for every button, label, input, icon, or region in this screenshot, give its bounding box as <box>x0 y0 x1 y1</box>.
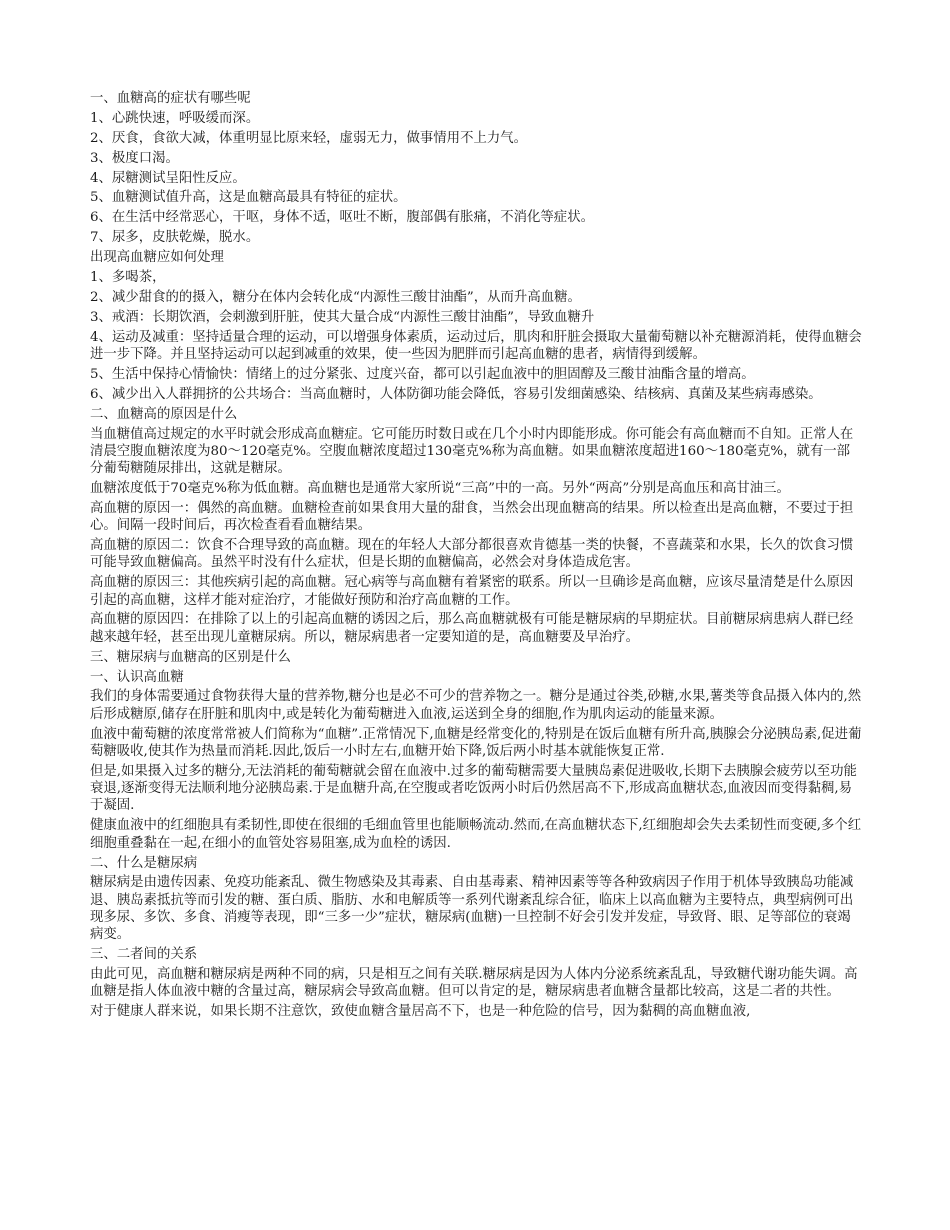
body-paragraph: 血糖浓度低于70毫克%称为低血糖。高血糖也是通常大家所说“三高”中的一高。另外“两高”分别是高血压和高甘油三。 <box>90 481 790 497</box>
body-paragraph: 对于健康人群来说，如果长期不注意饮，致使血糖含量居高不下，也是一种危险的信号，因为黏稠的高血糖血液, <box>90 1004 751 1020</box>
cause-paragraph: 高血糖的原因二：饮食不合理导致的高血糖。现在的年轻人大部分都很喜欢肯德基一类的快餐，不喜蔬菜和水果，长久的饮食习惯可能导致血糖偏高。虽然平时没有什么症状，但是长期的血糖偏高，必然会对身体造成危害。 <box>90 538 854 571</box>
heading-symptoms: 一、血糖高的症状有哪些呢 <box>90 91 251 106</box>
heading-treatment: 出现高血糖应如何处理 <box>90 250 224 266</box>
cause-paragraph: 高血糖的原因四：在排除了以上的引起高血糖的诱因之后，那么高血糖就极有可能是糖尿病的早期症状。目前糖尿病患病人群已经越来越年轻，甚至出现儿童糖尿病。所以，糖尿病患者一定要知道的是，高血糖要及早治疗。 <box>90 612 854 645</box>
treatment-item: 6、减少出入人群拥挤的公共场合：当高血糖时，人体防御功能会降低，容易引发细菌感染、结核病、真菌及某些病毒感染。 <box>90 386 822 402</box>
cause-paragraph: 高血糖的原因三：其他疾病引起的高血糖。冠心病等与高血糖有着紧密的联系。所以一旦确诊是高血糖，应该尽量清楚是什么原因引起的高血糖，这样才能对症治疗，才能做好预防和治疗高血糖的工作。 <box>90 575 854 608</box>
body-paragraph: 但是,如果摄入过多的糖分,无法消耗的葡萄糖就会留在血液中.过多的葡萄糖需要大量胰岛素促进吸收,长期下去胰腺会疲劳以至功能衰退,逐渐变得无法顺利地分泌胰岛素.于是血糖升高,在空腹或者吃饭两小时后仍然居高不下,形成高血糖状态,血液因而变得黏稠,易于凝固. <box>90 763 857 814</box>
subheading-what-is-diabetes: 二、什么是糖尿病 <box>90 855 198 871</box>
body-paragraph: 由此可见，高血糖和糖尿病是两种不同的病，只是相互之间有关联.糖尿病是因为人体内分泌系统紊乱乱，导致糖代谢功能失调。高血糖是指人体血液中糖的含量过高，糖尿病会导致高血糖。但可以肯定的是，糖尿病患者血糖含量都比较高，这是二者的共性。 <box>90 967 858 1000</box>
treatment-item: 5、生活中保持心情愉快：情绪上的过分紧张、过度兴奋，都可以引起血液中的胆固醇及三酸甘油酯含量的增高。 <box>90 366 755 382</box>
body-paragraph: 我们的身体需要通过食物获得大量的营养物,糖分也是必不可少的营养物之一。糖分是通过谷类,砂糖,水果,薯类等食品摄入体内的,然后形成糖原,储存在肝脏和肌肉中,或是转化为葡萄糖进入血液,运送到全身的细胞,作为肌肉运动的能量来源。 <box>90 689 862 722</box>
symptom-item: 5、血糖测试值升高，这是血糖高最具有特征的症状。 <box>90 190 407 206</box>
subheading-understand-hyperglycemia: 一、认识高血糖 <box>90 669 184 685</box>
symptom-item: 2、厌食，食欲大减，体重明显比原来轻，虚弱无力，做事情用不上力气。 <box>90 130 528 146</box>
body-paragraph: 血液中葡萄糖的浓度常常被人们简称为“血糖”.正常情况下,血糖是经常变化的,特别是在饭后血糖有所升高,胰腺会分泌胰岛素,促进葡萄糖吸收,使其作为热量而消耗.因此,饭后一小时左右,血糖开始下降,饭后两小时基本就能恢复正常. <box>90 726 862 759</box>
heading-difference: 三、糖尿病与血糖高的区别是什么 <box>90 649 291 665</box>
symptom-item: 7、尿多，皮肤乾燥，脱水。 <box>90 230 260 246</box>
symptom-item: 6、在生活中经常恶心，干呕，身体不适，呕吐不断，腹部偶有胀痛，不消化等症状。 <box>90 210 594 226</box>
subheading-relationship: 三、二者间的关系 <box>90 947 198 963</box>
treatment-item: 2、减少甜食的的摄入，糖分在体内会转化成“内源性三酸甘油酯”，从而升高血糖。 <box>90 289 581 305</box>
body-paragraph: 健康血液中的红细胞具有柔韧性,即使在很细的毛细血管里也能顺畅流动.然而,在高血糖状态下,红细胞却会失去柔韧性而变硬,多个红细胞重叠黏在一起,在细小的血管处容易阻塞,成为血栓的诱因. <box>90 818 862 851</box>
document-body <box>90 90 862 1023</box>
cause-paragraph: 高血糖的原因一：偶然的高血糖。血糖检查前如果食用大量的甜食，当然会出现血糖高的结果。所以检查出是高血糖，不要过于担心。间隔一段时间后，再次检查看看血糖结果。 <box>90 500 854 534</box>
body-paragraph: 糖尿病是由遗传因素、免疫功能紊乱、微生物感染及其毒素、自由基毒素、精神因素等等各种致病因子作用于机体导致胰岛功能减退、胰岛素抵抗等而引发的糖、蛋白质、脂肪、水和电解质等一系列代谢紊乱综合征，临床上以高血糖为主要特点，典型病例可出现多尿、多饮、多食、消瘦等表现，即“三多一少”症状，糖尿病(血糖)一旦控制不好会引发并发症，导致肾、眼、足等部位的衰竭病变。 <box>90 875 854 943</box>
treatment-item: 4、运动及减重：坚持适量合理的运动，可以增强身体素质，运动过后，肌肉和肝脏会摄取大量葡萄糖以补充糖源消耗，使得血糖会进一步下降。并且坚持运动可以起到减重的效果，使一些因为肥胖而引起高血糖的患者，病情得到缓解。 <box>90 329 862 362</box>
body-paragraph: 当血糖值高过规定的水平时就会形成高血糖症。它可能历时数日或在几个小时内即能形成。你可能会有高血糖而不自知。正常人在清晨空腹血糖浓度为80～120毫克%。空腹血糖浓度超过130毫克%称为高血糖。如果血糖浓度超进160～180毫克%，就有一部分葡萄糖随尿排出，这就是糖尿。 <box>90 426 854 477</box>
treatment-item: 3、戒酒：长期饮酒，会刺激到肝脏，使其大量合成“内源性三酸甘油酯”，导致血糖升 <box>90 309 595 325</box>
symptom-item: 3、极度口渴。 <box>90 150 179 166</box>
heading-causes: 二、血糖高的原因是什么 <box>90 406 238 422</box>
treatment-item: 1、多喝茶， <box>90 270 166 286</box>
symptom-item: 4、尿糖测试呈阳性反应。 <box>90 170 246 186</box>
symptom-item: 1、心跳快速，呼吸缓而深。 <box>90 110 260 126</box>
